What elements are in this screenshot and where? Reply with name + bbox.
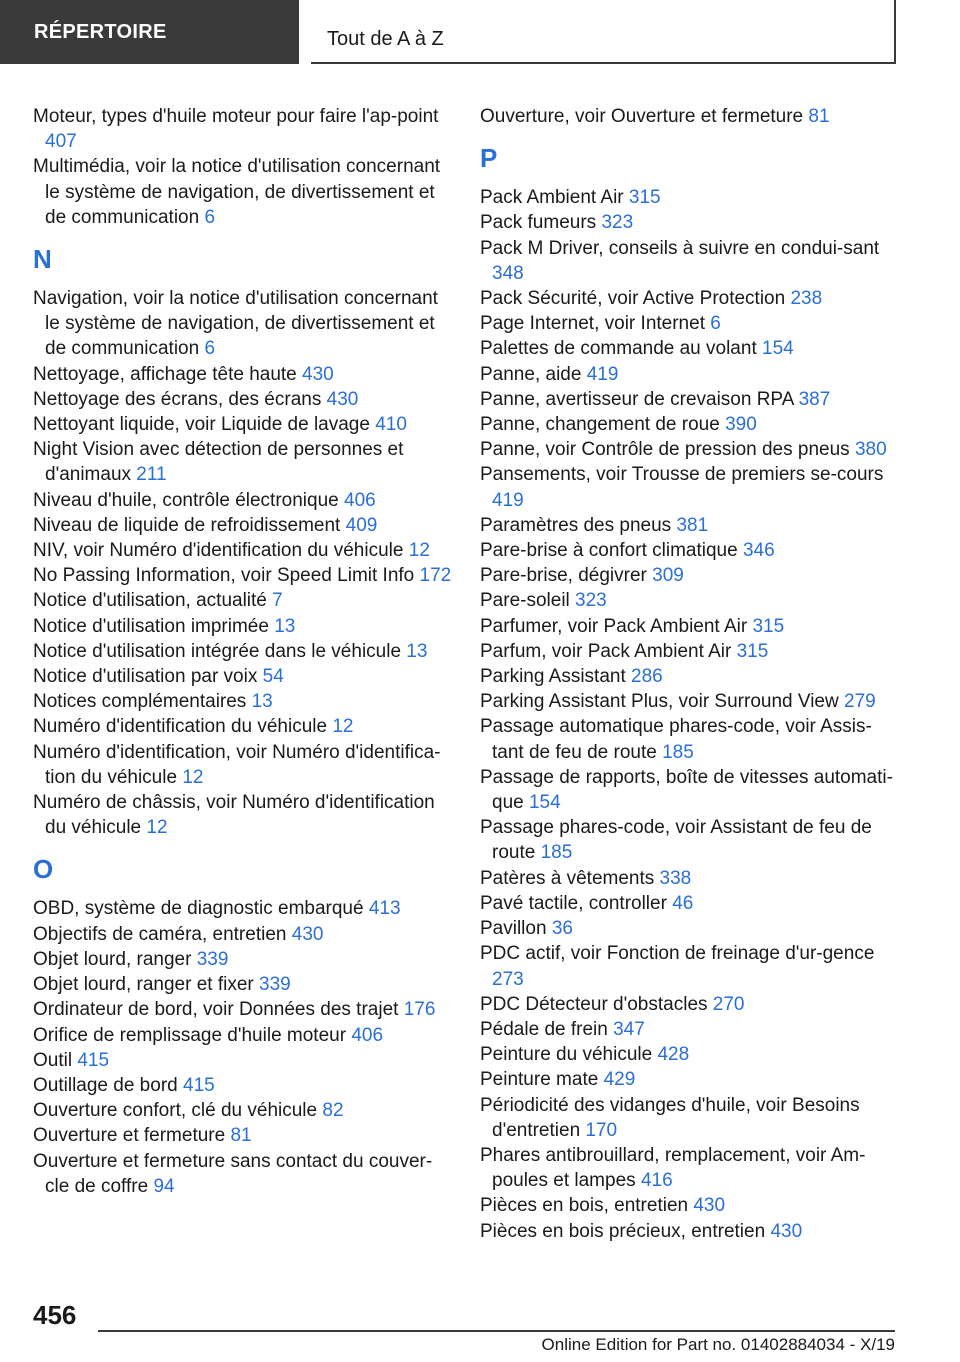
page-reference-link[interactable]: 407 [45,131,77,153]
index-letter-heading: P [480,143,498,174]
index-column-right [480,104,900,1244]
index-entry-text: Niveau d'huile, contrôle électronique [33,489,339,511]
index-entry-text: Peinture du véhicule [480,1044,653,1066]
index-entry-text: Peinture mate [480,1069,599,1091]
page-number: 456 [33,1300,77,1330]
index-entry-text: Notice d'utilisation, actualité [33,590,267,612]
page-reference-link[interactable]: 413 [368,898,401,920]
index-entry-text: Ouverture et fermeture [33,1125,226,1147]
index-entry-text: Panne, avertisseur de crevaison RPA [480,388,794,410]
index-entry [33,689,453,714]
page-reference-link[interactable]: 286 [631,666,663,688]
index-entry [480,1143,900,1193]
index-column-left [33,104,453,1199]
index-entry [33,947,453,972]
page-reference-link[interactable]: 36 [551,918,573,940]
index-entry [480,104,900,129]
page-reference-link[interactable]: 6 [204,338,216,360]
index-entry [480,387,900,412]
index-entry [480,639,900,664]
page-reference-link[interactable]: 6 [204,206,216,228]
page-reference-link[interactable]: 415 [77,1049,110,1071]
section-tab[interactable] [0,0,299,64]
page-reference-link[interactable]: 430 [770,1220,803,1242]
index-entry-text: Orifice de remplissage d'huile moteur [33,1024,347,1046]
index-entry [480,462,900,512]
index-entry [480,614,900,639]
index-entry-text: Objet lourd, ranger et fixer [33,974,254,996]
index-entry [33,1048,453,1073]
index-entry-text: Pavé tactile, controller [480,892,667,914]
index-entry-text: Pare-brise à confort climatique [480,540,738,562]
page-reference-link[interactable]: 315 [752,615,785,637]
index-entry-text: Palettes de commande au volant [480,338,757,360]
page-reference-link[interactable]: 170 [585,1119,618,1141]
page-reference-link[interactable]: 406 [344,489,376,511]
page-reference-link[interactable]: 94 [153,1175,175,1197]
index-entry [33,412,453,437]
page-reference-link[interactable]: 429 [603,1069,636,1091]
index-entry-text: Paramètres des pneus [480,514,672,536]
index-entry-text: Pédale de frein [480,1018,608,1040]
page-reference-link[interactable]: 273 [492,968,524,990]
page-reference-link[interactable]: 211 [136,464,167,486]
page-reference-link[interactable]: 154 [762,338,794,360]
index-entry [480,286,900,311]
index-entry-text: Panne, changement de roue [480,414,720,436]
index-entry-text: Niveau de liquide de refroidissement [33,514,341,536]
page-reference-link[interactable]: 416 [640,1170,673,1192]
page-reference-link[interactable]: 82 [322,1100,344,1122]
page-reference-link[interactable]: 81 [808,106,830,127]
index-entry [480,538,900,563]
page-reference-link[interactable]: 46 [672,892,694,914]
index-entry-text: PDC Détecteur d'obstacles [480,993,708,1015]
index-entry [480,1193,900,1218]
index-entry-text: Page Internet, voir Internet [480,313,705,335]
index-entry [480,916,900,941]
index-entry-text: Pièces en bois précieux, entretien [480,1220,766,1242]
index-entry [33,740,453,790]
index-entry-text: Panne, voir Contrôle de pression des pneus [480,439,850,461]
page-reference-link[interactable]: 409 [345,514,378,536]
index-entry [480,1017,900,1042]
index-entry-text: Pièces en bois, entretien [480,1195,689,1217]
page-reference-link[interactable]: 430 [693,1195,726,1217]
index-entry [480,689,900,714]
index-entry-text: Pansements, voir Trousse de premiers se-cours [480,464,884,486]
index-letter-heading: O [33,854,54,885]
index-entry [33,538,453,563]
index-entry-text: Périodicité des vidanges d'huile, voir Besoins d'entretien [480,1094,860,1141]
page-reference-link[interactable]: 154 [528,792,561,814]
index-entry-text: Ordinateur de bord, voir Données des trajet [33,999,399,1021]
page-reference-link[interactable]: 323 [601,212,634,234]
footer-rule [98,1330,895,1332]
page-reference-link[interactable]: 176 [403,999,436,1021]
index-entry-text: Nettoyage, affichage tête haute [33,363,297,385]
page-reference-link[interactable]: 81 [230,1125,252,1147]
page-reference-link[interactable]: 419 [492,489,524,511]
page-reference-link[interactable]: 12 [182,766,204,788]
index-entry-text: Navigation, voir la notice d'utilisation concernant le système de navigation, de divertissement et de communication [33,288,438,360]
page-reference-link[interactable]: 415 [183,1074,215,1096]
index-entry-text: Parfumer, voir Pack Ambient Air [480,615,748,637]
page-reference-link[interactable]: 13 [274,615,296,637]
page-reference-link[interactable]: 309 [652,565,684,587]
index-entry-text: Ouverture confort, clé du véhicule [33,1100,318,1122]
page-reference-link[interactable]: 390 [725,414,757,436]
index-entry [33,664,453,689]
index-entry-text: Objet lourd, ranger [33,948,192,970]
index-entry-text: Pack M Driver, conseils à suivre en condui-sant [480,237,880,259]
index-entry [480,210,900,235]
index-entry [33,790,453,840]
index-entry-text: Parfum, voir Pack Ambient Air [480,640,732,662]
index-entry-text: Pack fumeurs [480,212,597,234]
page-reference-link[interactable]: 430 [326,388,359,410]
index-entry [33,972,453,997]
index-entry [480,891,900,916]
page-reference-link[interactable]: 172 [419,565,452,587]
index-entry-text: Notice d'utilisation intégrée dans le véhicule [33,640,402,662]
index-entry-text: Pavillon [480,918,547,940]
section-tab-label: RÉPERTOIRE [34,20,167,43]
page-reference-link[interactable]: 381 [676,514,709,536]
page-reference-link[interactable]: 270 [712,993,745,1015]
page-reference-link[interactable]: 279 [844,691,876,713]
index-entry-text: Pare-soleil [480,590,570,612]
page-reference-link[interactable]: 12 [332,716,354,738]
index-entry-text: Pare-brise, dégivrer [480,565,647,587]
page-reference-link[interactable]: 12 [408,540,430,562]
index-entry-text: PDC actif, voir Fonction de freinage d'ur-gence [480,943,875,965]
index-entry [33,639,453,664]
page-reference-link[interactable]: 238 [790,288,823,310]
index-entry [33,437,453,487]
index-entry [33,563,453,588]
index-entry [33,1023,453,1048]
index-entry-text: NIV, voir Numéro d'identification du véhicule [33,540,404,562]
index-entry [33,488,453,513]
index-entry-text: Patères à vêtements [480,867,655,889]
page-reference-link[interactable]: 406 [351,1024,384,1046]
index-letter-heading: N [33,244,52,275]
page-reference-link[interactable]: 338 [659,867,692,889]
index-entry [33,286,453,362]
index-entry [480,588,900,613]
index-entry-text: Phares antibrouillard, remplacement, voir Am-poules et lampes [480,1144,866,1192]
page-reference-link[interactable]: 339 [196,948,229,970]
page-reference-link[interactable]: 13 [406,640,428,662]
page-reference-link[interactable]: 348 [492,262,524,284]
footer-edition: Online Edition for Part no. 01402884034 - X/19 [541,1335,895,1354]
index-entry [480,714,900,764]
index-entry-text: Passage automatique phares-code, voir Assis-tant de feu de route [480,716,872,763]
index-entry [33,1098,453,1123]
index-entry [33,714,453,739]
index-entry [480,866,900,891]
index-entry-text: Numéro d'identification, voir Numéro d'identifica-tion du véhicule [33,741,441,788]
index-entry-text: Notices complémentaires [33,691,247,713]
page-reference-link[interactable]: 339 [259,974,291,996]
index-entry-text: Numéro de châssis, voir Numéro d'identification du véhicule [33,792,435,839]
page-reference-link[interactable]: 12 [146,817,168,839]
index-entry [480,236,900,286]
index-entry [480,513,900,538]
page-reference-link[interactable]: 387 [798,388,831,410]
subsection-title: Tout de A à Z [327,28,444,50]
index-entry [480,992,900,1017]
index-entry [33,922,453,947]
page-reference-link[interactable]: 185 [662,741,694,763]
index-entry [480,1219,900,1244]
index-entry [33,362,453,387]
page-reference-link[interactable]: 430 [302,363,334,385]
page-reference-link[interactable]: 54 [262,666,284,688]
index-entry [33,387,453,412]
index-entry [33,513,453,538]
index-entry [480,765,900,815]
index-entry-text: Numéro d'identification du véhicule [33,716,328,738]
index-entry-text: Moteur, types d'huile moteur pour faire l'ap-point [33,106,439,127]
index-entry-text: Nettoyage des écrans, des écrans [33,388,322,410]
index-entry [480,941,900,991]
index-entry-text: Ouverture, voir Ouverture et fermeture [480,106,804,127]
index-entry-text: Multimédia, voir la notice d'utilisation concernant le système de navigation, de divertissement et de communication [33,156,441,228]
index-entry [480,412,900,437]
index-entry [33,614,453,639]
index-entry-text: Pack Ambient Air [480,187,624,209]
index-entry [33,896,453,921]
index-entry [33,997,453,1022]
index-entry-text: Passage de rapports, boîte de vitesses automati-que [480,766,893,814]
index-entry [480,1067,900,1092]
index-entry [480,311,900,336]
index-entry [33,1123,453,1148]
index-entry [480,362,900,387]
page-reference-link[interactable]: 7 [272,590,283,612]
index-entry [33,1073,453,1098]
index-entry [480,1093,900,1143]
index-entry-text: Pack Sécurité, voir Active Protection [480,288,786,310]
index-entry [33,588,453,613]
index-entry-text: Ouverture et fermeture sans contact du couver-cle de coffre [33,1150,433,1197]
page-reference-link[interactable]: 323 [575,590,607,612]
index-entry-text: Panne, aide [480,363,582,385]
index-entry-text: OBD, système de diagnostic embarqué [33,898,364,920]
page-reference-link[interactable]: 410 [375,414,407,436]
index-entry [480,815,900,865]
index-entry-text: Outil [33,1049,73,1071]
index-entry [33,1149,453,1199]
page-reference-link[interactable]: 380 [854,439,887,461]
page-reference-link[interactable]: 6 [710,313,721,335]
index-entry-text: Notice d'utilisation imprimée [33,615,269,637]
index-entry [480,437,900,462]
subsection-header [311,0,896,64]
header-separator [299,0,311,64]
index-entry [480,563,900,588]
index-entry [480,185,900,210]
page-reference-link[interactable]: 347 [613,1018,645,1040]
index-entry-text: No Passing Information, voir Speed Limit Info [33,565,415,587]
page-reference-link[interactable]: 346 [742,540,775,562]
index-entry-text: Passage phares-code, voir Assistant de feu de route [480,817,872,864]
index-entry [33,154,453,230]
page-reference-link[interactable]: 419 [586,363,619,385]
index-entry-text: Objectifs de caméra, entretien [33,923,287,945]
page-reference-link[interactable]: 428 [657,1044,690,1066]
page-reference-link[interactable]: 185 [540,842,573,864]
index-entry-text: Parking Assistant [480,666,626,688]
index-entry [480,1042,900,1067]
index-entry-text: Parking Assistant Plus, voir Surround View [480,691,839,713]
index-entry-text: Night Vision avec détection de personnes et d'animaux [33,439,404,486]
index-entry-text: Notice d'utilisation par voix [33,666,258,688]
index-entry [480,336,900,361]
index-entry-text: Nettoyant liquide, voir Liquide de lavage [33,414,370,436]
index-entry [33,104,453,154]
index-entry [480,664,900,689]
page-reference-link[interactable]: 13 [251,691,273,713]
page-reference-link[interactable]: 315 [628,187,661,209]
index-entry-text: Outillage de bord [33,1074,178,1096]
page-reference-link[interactable]: 430 [291,923,324,945]
page-reference-link[interactable]: 315 [736,640,769,662]
